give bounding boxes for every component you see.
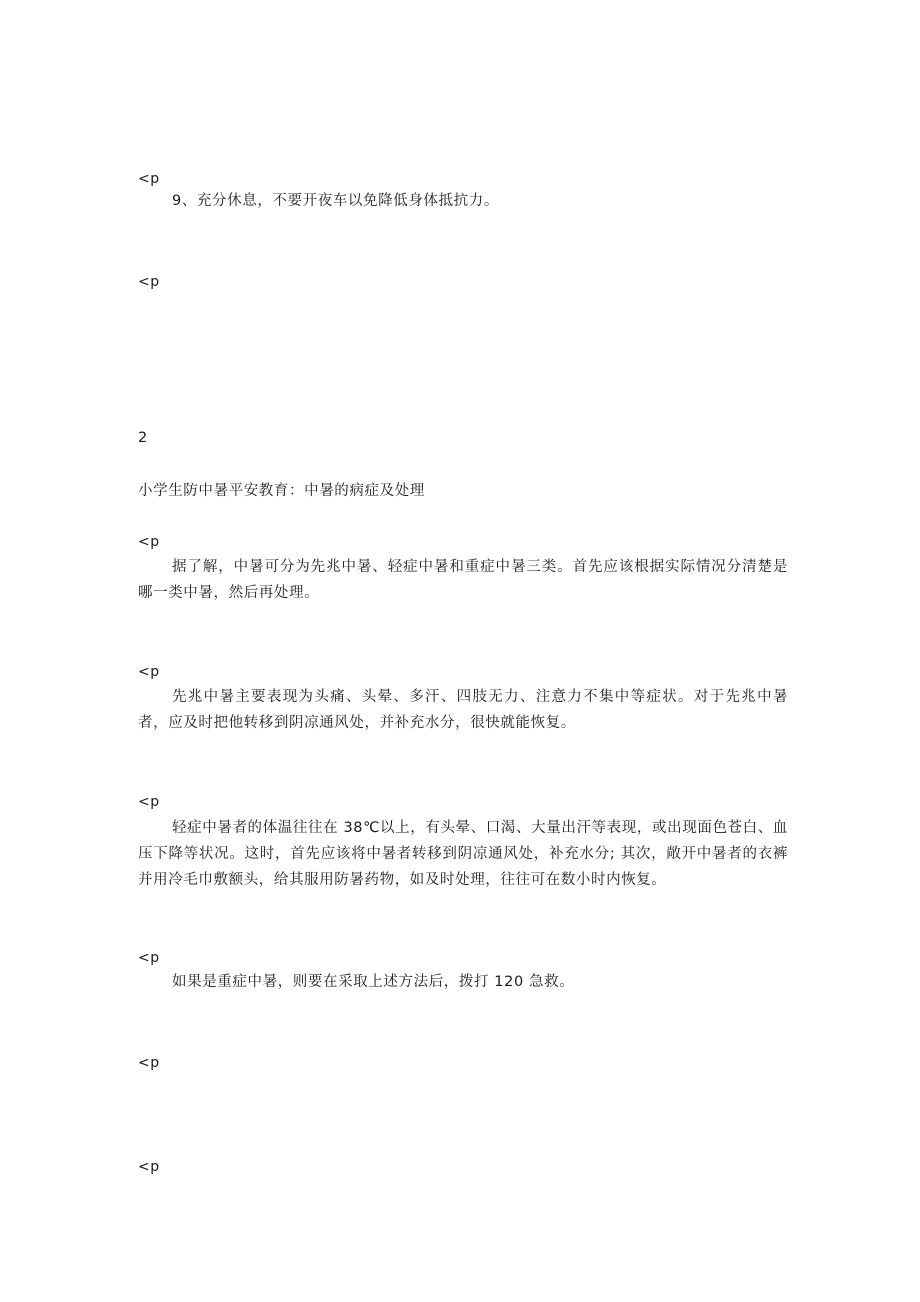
paragraph-marker: <p bbox=[138, 534, 160, 550]
paragraph-severe-heatstroke: 如果是重症中暑，则要在采取上述方法后，拨打 120 急救。 bbox=[172, 974, 575, 990]
paragraph-mild-heatstroke: 轻症中暑者的体温往往在 38℃以上，有头晕、口渴、大量出汗等表现，或出现面色苍白、血压下降等状况。这时，首先应该将中暑者转移到阴凉通风处，补充水分; 其次，敞开中暑者的衣裤并用冷毛巾敷额头，给其服用防暑药物，如及时处理，往往可在数小时内恢复。 bbox=[138, 820, 788, 888]
section-title: 小学生防中暑平安教育：中暑的病症及处理 bbox=[138, 483, 425, 499]
paragraph-intro: 据了解，中暑可分为先兆中暑、轻症中暑和重症中暑三类。首先应该根据实际情况分清楚是哪一类中暑，然后再处理。 bbox=[138, 559, 788, 601]
paragraph-marker: <p bbox=[138, 274, 160, 290]
paragraph-marker: <p bbox=[138, 664, 160, 680]
paragraph-marker: <p bbox=[138, 1055, 160, 1071]
list-item-9: 9、充分休息，不要开夜车以免降低身体抵抗力。 bbox=[172, 193, 499, 209]
paragraph-marker: <p bbox=[138, 1159, 160, 1175]
paragraph-marker: <p bbox=[138, 794, 160, 810]
paragraph-aura-heatstroke: 先兆中暑主要表现为头痛、头晕、多汗、四肢无力、注意力不集中等症状。对于先兆中暑者，应及时把他转移到阴凉通风处，并补充水分，很快就能恢复。 bbox=[138, 689, 788, 731]
paragraph-marker: <p bbox=[138, 171, 160, 187]
paragraph-marker: <p bbox=[138, 950, 160, 966]
section-number: 2 bbox=[138, 430, 148, 446]
